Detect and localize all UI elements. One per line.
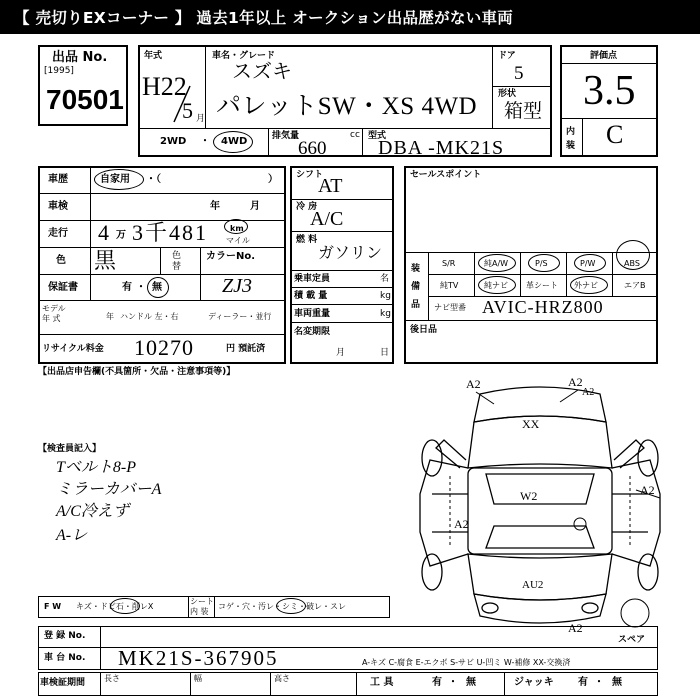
history-owner-opt: 自家用 <box>100 174 130 185</box>
mileage-unit-mile: マイル <box>226 236 250 245</box>
drive-2wd: 2WD <box>160 136 187 147</box>
jack-yes: 有 <box>578 677 588 688</box>
inspector-line-4: A-レ <box>56 527 88 544</box>
seat-items: コゲ・穴・汚レ・シミ・破レ・スレ <box>218 602 346 611</box>
inspector-line-2: ミラーカバーA <box>56 481 162 498</box>
color-code-label: カラーNo. <box>206 251 256 262</box>
cert-width: 幅 <box>194 674 202 683</box>
warranty-dot: ・ <box>136 282 146 293</box>
cert-length: 長さ <box>104 674 120 683</box>
mileage-km-circle <box>224 219 248 234</box>
jack-dot: ・ <box>594 677 604 688</box>
equip-abs: ABS <box>624 259 640 268</box>
maker-value: スズキ <box>232 61 292 83</box>
tools-label: 工 具 <box>370 677 394 688</box>
inspector-line-3: A/C冷えず <box>56 503 129 520</box>
equip-aftermarket-navi: 外ナビ <box>574 281 598 290</box>
recycle-unit: 円 預託済 <box>226 344 266 354</box>
history-owner-circle <box>94 169 144 190</box>
equip-pw: P/W <box>580 259 596 268</box>
score-value: 3.5 <box>583 68 636 114</box>
month-value: 5 <box>182 98 193 123</box>
name-label: 車名・グレード <box>212 51 276 61</box>
fuel-value: ガソリン <box>318 245 383 262</box>
equip-leather: 革シート <box>526 281 558 290</box>
weight-label: 車両重量 <box>294 309 331 319</box>
damage-mark-front-right-2: A2 <box>582 387 595 398</box>
doors-value: 5 <box>514 63 524 84</box>
change-date-month: 月 <box>336 348 346 358</box>
shape-value: 箱型 <box>504 101 543 122</box>
chassis-value: MK21S-367905 <box>118 646 279 670</box>
inspection-month-unit: 月 <box>250 201 260 212</box>
interior-value: C <box>606 120 624 149</box>
weight-unit: kg <box>380 309 391 319</box>
seller-notes-label: 【出品店申告欄(不具箇所・欠品・注意事項等)】 <box>38 367 236 377</box>
mileage-man-unit: 万 <box>116 230 126 241</box>
equipment-label-3: 品 <box>411 300 421 310</box>
year-value: H22 <box>142 72 187 101</box>
seat-dirt-circle <box>276 598 306 614</box>
jack-label: ジャッキ <box>514 677 554 688</box>
late-notes-label: 後日品 <box>410 325 438 335</box>
change-date-label: 名変期限 <box>294 327 331 337</box>
floor-stone-circle <box>110 598 140 614</box>
tools-yes: 有 <box>432 677 442 688</box>
history-close-paren: ） <box>268 174 278 185</box>
equip-ps: P/S <box>535 259 548 268</box>
equip-oem-navi-circle <box>478 276 516 294</box>
equip-alloy-circle <box>478 254 516 272</box>
recycle-value: 10270 <box>134 335 194 360</box>
displacement-value: 660 <box>298 138 327 159</box>
inspector-line-1: Tベルト8-P <box>56 459 137 476</box>
displacement-unit: cc <box>350 130 360 140</box>
damage-mark-right-side: A2 <box>640 483 655 497</box>
listing-sub-number: [1995] <box>44 66 74 76</box>
inspection-label: 車検 <box>48 201 68 212</box>
equip-alloy: 純A/W <box>484 259 509 268</box>
equip-oem-navi: 純ナビ <box>484 281 508 290</box>
capacity-label: 乗車定員 <box>294 274 331 284</box>
seat-label-2: 内 装 <box>190 607 209 616</box>
type-label: 型式 <box>368 131 387 141</box>
model-grade-value: パレットSW・XS 4WD <box>216 93 478 120</box>
listing-number-label: 出品 No. <box>52 50 108 65</box>
damage-mark-hood: XX <box>522 417 540 431</box>
sales-point-label: セールスポイント <box>410 170 482 180</box>
aircon-value: A/C <box>310 208 344 230</box>
tools-no: 無 <box>466 677 476 688</box>
inspector-label: 【検査員記入】 <box>38 444 102 454</box>
equip-pw-circle <box>574 254 606 272</box>
type-value: DBA -MK21S <box>378 137 505 159</box>
color-change-label-2: 替 <box>172 262 182 272</box>
month-suffix: 月 <box>196 114 206 124</box>
warranty-no-circle <box>147 277 169 298</box>
equip-ps-circle <box>528 254 560 272</box>
color-change-label-1: 色 <box>172 251 182 261</box>
floor-items: キズ・ドビ石・削レX <box>76 602 154 611</box>
navi-model-label: ナビ型番 <box>434 303 466 312</box>
interior-label-2: 装 <box>566 141 576 151</box>
drive-4wd-circle <box>213 131 253 153</box>
color-label: 色 <box>56 255 66 266</box>
mileage-man-value: 4 <box>98 220 109 245</box>
equip-sr: S/R <box>442 259 456 268</box>
load-unit: kg <box>380 291 391 301</box>
cert-height: 高さ <box>274 674 290 683</box>
model-row-year-unit: 年 <box>106 312 114 321</box>
shift-value: AT <box>318 175 343 197</box>
drive-sep: ・ <box>200 136 210 147</box>
chassis-label: 車 台 No. <box>44 653 86 663</box>
damage-mark-front-left: A2 <box>466 377 481 391</box>
model-row-label-2: 年 式 <box>42 314 61 323</box>
jack-no: 無 <box>612 677 622 688</box>
equip-airbag: エアB <box>624 281 646 290</box>
mileage-label: 走行 <box>48 228 68 239</box>
floor-label: F W <box>44 602 62 611</box>
cert-tools-row <box>38 672 658 696</box>
year-label: 年式 <box>144 51 163 61</box>
listing-number-value: 70501 <box>46 84 124 115</box>
model-row-dealer: ディーラー・並行 <box>208 312 272 321</box>
seat-label-1: シート <box>190 597 214 606</box>
model-row-label-1: モデル <box>42 304 66 313</box>
header-banner-text: 【 売切りEXコーナー 】 過去1年以上 オークション出品歴がない車両 <box>14 9 514 27</box>
damage-mark-left-door: A2 <box>454 517 469 531</box>
mileage-rest-value: 3千481 <box>132 220 209 245</box>
interior-label-1: 内 <box>566 127 576 137</box>
shift-label: シフト <box>296 170 324 180</box>
mileage-unit-km: km <box>230 224 244 233</box>
equipment-label-2: 備 <box>411 282 421 292</box>
color-value: 黒 <box>94 248 117 273</box>
cert-label: 車検証期間 <box>40 678 86 688</box>
aircon-label: 冷 房 <box>296 202 318 212</box>
equip-abs-circle <box>616 240 650 270</box>
spare-tire-label: スペア <box>618 635 646 645</box>
damage-mark-front-right: A2 <box>568 375 583 389</box>
tools-dot: ・ <box>448 677 458 688</box>
fuel-label: 燃 料 <box>296 235 318 245</box>
recycle-label: リサイクル料金 <box>42 344 104 354</box>
displacement-label: 排気量 <box>272 131 300 141</box>
damage-mark-rear: AU2 <box>522 579 544 591</box>
history-dot-paren: ・（ <box>146 174 161 185</box>
capacity-unit: 名 <box>380 274 390 284</box>
shape-label: 形状 <box>498 89 517 99</box>
damage-legend: A-キズ C-腐食 E-エクボ S-サビ U-凹ミ W-補修 XX-交換済 <box>362 658 571 667</box>
score-label: 評価点 <box>590 51 618 61</box>
inspection-year-unit: 年 <box>210 201 220 212</box>
history-label: 車歴 <box>48 174 68 185</box>
warranty-label: 保証書 <box>48 282 78 293</box>
damage-mark-rear-bottom: A2 <box>568 621 583 635</box>
color-code-value: ZJ3 <box>222 275 252 297</box>
load-label: 積 載 量 <box>294 291 328 301</box>
damage-mark-roof: W2 <box>520 489 538 503</box>
doors-label: ドア <box>498 51 516 61</box>
car-damage-diagram <box>410 376 672 646</box>
change-date-day: 日 <box>380 348 390 358</box>
warranty-yes: 有 <box>122 282 132 293</box>
model-row-handle: ハンドル 左・右 <box>120 312 179 321</box>
equipment-label-1: 装 <box>411 264 421 274</box>
equip-aftermarket-navi-circle <box>570 276 608 294</box>
warranty-no: 無 <box>152 282 162 293</box>
equip-tv: 純TV <box>440 281 459 290</box>
navi-model-value: AVIC-HRZ800 <box>482 297 604 317</box>
drive-4wd: 4WD <box>221 136 248 147</box>
registration-label: 登 録 No. <box>44 631 86 641</box>
